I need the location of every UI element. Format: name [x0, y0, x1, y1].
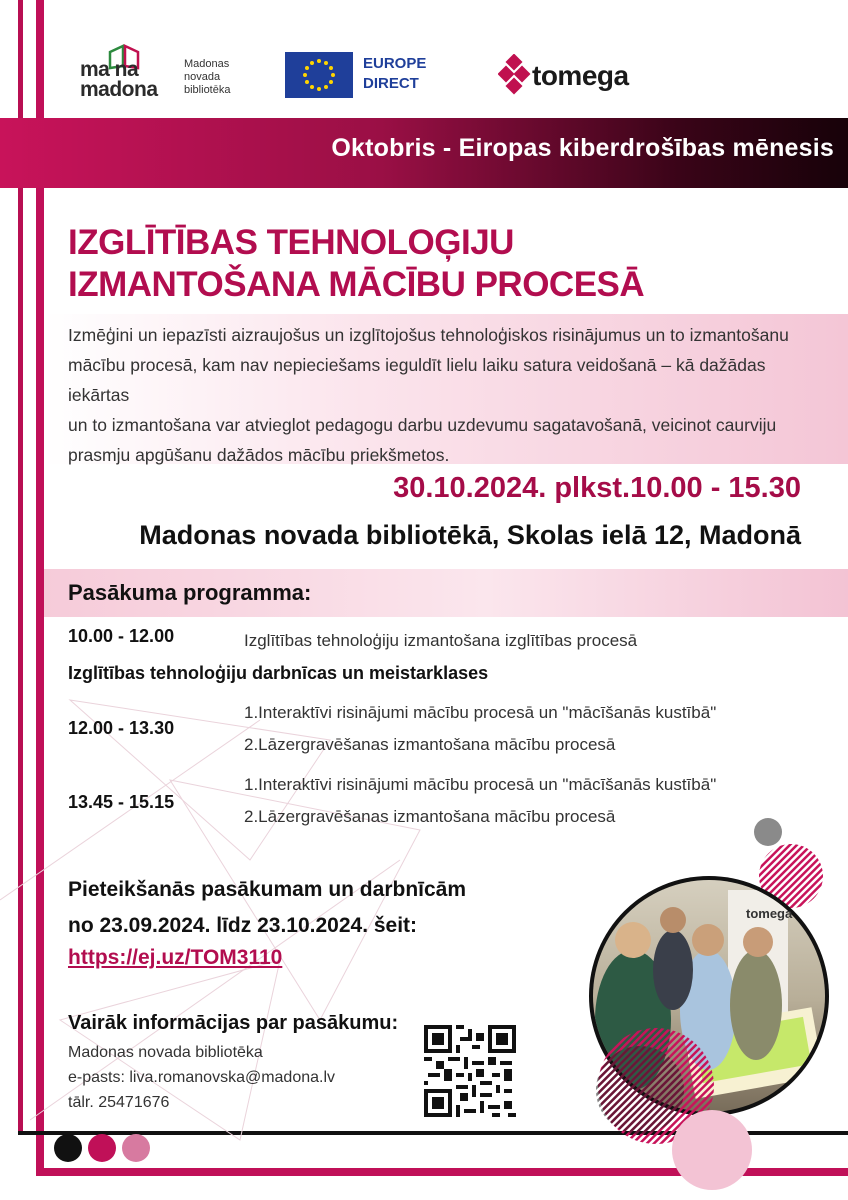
- registration-line1: Pieteikšanās pasākumam un darbnīcām: [68, 878, 467, 901]
- madona-wordmark-line2: madona: [80, 78, 158, 101]
- contact-title: Vairāk informācijas par pasākumu:: [68, 1012, 399, 1034]
- registration-line2: no 23.09.2024. līdz 23.10.2024. šeit:: [68, 914, 418, 937]
- program-item: 2.Lāzergravēšanas izmantošana mācību procesā: [244, 735, 616, 754]
- event-date: 30.10.2024. plkst.10.00 - 15.30: [393, 472, 801, 504]
- photo-sign-text: tomega: [746, 906, 793, 921]
- program-subheading: Izglītības tehnoloģiju darbnīcas un meistarklases: [68, 663, 489, 683]
- decor-dot-pink: [122, 1134, 150, 1162]
- madona-subtitle-line2: novada: [184, 71, 221, 83]
- program-item: 2.Lāzergravēšanas izmantošana mācību procesā: [244, 807, 616, 826]
- header-logos: [80, 40, 848, 110]
- contact-phone: tālr. 25471676: [68, 1094, 170, 1111]
- registration-link[interactable]: https://ej.uz/TOM3110: [68, 946, 283, 969]
- tomega-logo: [498, 52, 648, 102]
- intro-line1: Izmēģini un iepazīsti aizraujošus un izglītojošus tehnoloģiskos risinājumus un to izmantošanu: [68, 325, 789, 345]
- madona-subtitle: [184, 58, 230, 97]
- intro-line3: un to izmantošana var atvieglot pedagogu darbu uzdevumu sagatavošanā, veicinot caurviju: [68, 415, 777, 435]
- program-time: 10.00 - 12.00: [68, 626, 175, 646]
- event-place: Madonas novada bibliotēkā, Skolas ielā 12, Madonā: [139, 520, 801, 550]
- europe-direct-line2: DIRECT: [363, 75, 419, 92]
- contact-email: e-pasts: liva.romanovska@madona.lv: [68, 1069, 336, 1086]
- qr-code[interactable]: [424, 1025, 516, 1117]
- intro-line2: mācību procesā, kam nav nepieciešams ieguldīt lielu laiku satura veidošanā – kā dažādas iekārtas: [68, 355, 766, 405]
- event-title-line2: IZMANTOŠANA MĀCĪBU PROCESĀ: [68, 265, 645, 304]
- madona-subtitle-line1: Madonas: [184, 58, 230, 70]
- intro-text: [68, 320, 828, 470]
- decor-dot-black: [54, 1134, 82, 1162]
- program-item: Izglītības tehnoloģiju izmantošana izglītības procesā: [244, 631, 638, 650]
- intro-line4: prasmju apgūšanu dažādos mācību priekšmetos.: [68, 445, 450, 465]
- tomega-diamond-icon: [498, 54, 532, 100]
- program-time: 13.45 - 15.15: [68, 792, 175, 812]
- madona-wordmark: [80, 60, 158, 100]
- banner-title: Oktobris - Eiropas kiberdrošības mēnesis: [331, 134, 834, 162]
- program-item: 1.Interaktīvi risinājumi mācību procesā un "mācīšanās kustībā": [244, 703, 717, 722]
- registration-text: [68, 872, 466, 944]
- madona-wordmark-line1: ma na: [80, 58, 139, 81]
- program-title: Pasākuma programma:: [68, 580, 312, 605]
- eu-stars-icon: [285, 52, 353, 98]
- madona-logo: [80, 44, 250, 104]
- month-banner: [0, 118, 848, 188]
- decor-circle-grey: [754, 818, 782, 846]
- event-title-line1: IZGLĪTĪBAS TEHNOLOĢIJU: [68, 223, 514, 262]
- madona-subtitle-line3: bibliotēka: [184, 84, 231, 96]
- tomega-wordmark: tomega: [532, 60, 629, 91]
- event-photo: [578, 850, 840, 1112]
- decor-dot-magenta: [88, 1134, 116, 1162]
- europe-direct-line1: EUROPE: [363, 55, 427, 72]
- program-item: 1.Interaktīvi risinājumi mācību procesā un "mācīšanās kustībā": [244, 775, 717, 794]
- contact-org: Madonas novada bibliotēka: [68, 1044, 263, 1061]
- program-time: 12.00 - 13.30: [68, 718, 175, 738]
- decor-circle-pink: [672, 1110, 752, 1190]
- eu-flag: [285, 52, 353, 98]
- event-title: [68, 222, 768, 306]
- europe-direct-label: [363, 54, 426, 94]
